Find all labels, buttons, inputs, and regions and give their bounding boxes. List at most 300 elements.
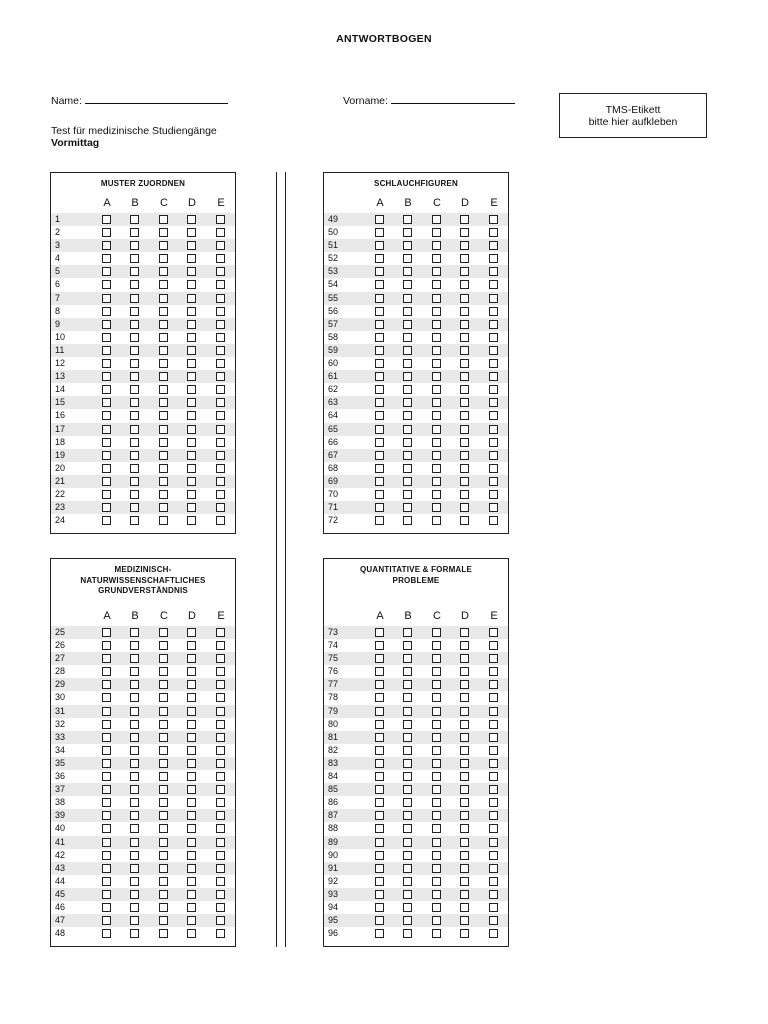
answer-checkbox-c[interactable] [432, 398, 441, 407]
answer-checkbox-a[interactable] [102, 215, 111, 224]
answer-checkbox-d[interactable] [460, 811, 469, 820]
answer-checkbox-e[interactable] [489, 385, 498, 394]
answer-checkbox-e[interactable] [489, 824, 498, 833]
answer-checkbox-b[interactable] [130, 811, 139, 820]
answer-checkbox-d[interactable] [460, 438, 469, 447]
answer-checkbox-c[interactable] [432, 628, 441, 637]
answer-checkbox-d[interactable] [187, 785, 196, 794]
answer-checkbox-a[interactable] [102, 707, 111, 716]
answer-checkbox-c[interactable] [159, 359, 168, 368]
answer-checkbox-d[interactable] [460, 628, 469, 637]
answer-checkbox-e[interactable] [489, 503, 498, 512]
answer-checkbox-d[interactable] [187, 215, 196, 224]
answer-checkbox-b[interactable] [130, 490, 139, 499]
answer-checkbox-a[interactable] [102, 477, 111, 486]
answer-checkbox-e[interactable] [216, 654, 225, 663]
answer-checkbox-d[interactable] [460, 733, 469, 742]
answer-checkbox-a[interactable] [375, 798, 384, 807]
answer-checkbox-d[interactable] [187, 411, 196, 420]
answer-checkbox-a[interactable] [102, 280, 111, 289]
answer-checkbox-e[interactable] [489, 680, 498, 689]
answer-checkbox-e[interactable] [489, 280, 498, 289]
answer-checkbox-b[interactable] [403, 759, 412, 768]
answer-checkbox-e[interactable] [216, 307, 225, 316]
answer-checkbox-d[interactable] [187, 398, 196, 407]
answer-checkbox-a[interactable] [102, 641, 111, 650]
answer-checkbox-e[interactable] [489, 372, 498, 381]
answer-checkbox-e[interactable] [216, 851, 225, 860]
answer-checkbox-b[interactable] [403, 516, 412, 525]
answer-checkbox-b[interactable] [130, 667, 139, 676]
answer-checkbox-c[interactable] [432, 877, 441, 886]
answer-checkbox-d[interactable] [460, 798, 469, 807]
answer-checkbox-d[interactable] [460, 864, 469, 873]
answer-checkbox-d[interactable] [460, 877, 469, 886]
answer-checkbox-e[interactable] [489, 346, 498, 355]
answer-checkbox-c[interactable] [432, 707, 441, 716]
answer-checkbox-c[interactable] [159, 490, 168, 499]
answer-checkbox-d[interactable] [187, 667, 196, 676]
answer-checkbox-b[interactable] [403, 320, 412, 329]
answer-checkbox-c[interactable] [159, 693, 168, 702]
answer-checkbox-d[interactable] [187, 811, 196, 820]
answer-checkbox-e[interactable] [489, 490, 498, 499]
answer-checkbox-e[interactable] [216, 864, 225, 873]
answer-checkbox-a[interactable] [375, 759, 384, 768]
answer-checkbox-b[interactable] [403, 628, 412, 637]
answer-checkbox-d[interactable] [460, 464, 469, 473]
answer-checkbox-d[interactable] [187, 628, 196, 637]
answer-checkbox-c[interactable] [432, 890, 441, 899]
answer-checkbox-b[interactable] [130, 798, 139, 807]
answer-checkbox-b[interactable] [403, 503, 412, 512]
answer-checkbox-d[interactable] [187, 641, 196, 650]
answer-checkbox-d[interactable] [460, 772, 469, 781]
answer-checkbox-c[interactable] [159, 451, 168, 460]
answer-checkbox-d[interactable] [187, 720, 196, 729]
answer-checkbox-b[interactable] [130, 411, 139, 420]
answer-checkbox-d[interactable] [187, 851, 196, 860]
answer-checkbox-b[interactable] [403, 280, 412, 289]
answer-checkbox-e[interactable] [216, 929, 225, 938]
answer-checkbox-d[interactable] [460, 385, 469, 394]
answer-checkbox-c[interactable] [159, 720, 168, 729]
answer-checkbox-c[interactable] [432, 838, 441, 847]
answer-checkbox-c[interactable] [159, 385, 168, 394]
answer-checkbox-d[interactable] [460, 228, 469, 237]
answer-checkbox-c[interactable] [432, 864, 441, 873]
answer-checkbox-a[interactable] [375, 890, 384, 899]
answer-checkbox-b[interactable] [403, 385, 412, 394]
answer-checkbox-d[interactable] [187, 425, 196, 434]
answer-checkbox-c[interactable] [159, 772, 168, 781]
answer-checkbox-b[interactable] [403, 667, 412, 676]
answer-checkbox-d[interactable] [460, 838, 469, 847]
answer-checkbox-c[interactable] [159, 824, 168, 833]
answer-checkbox-a[interactable] [375, 733, 384, 742]
answer-checkbox-c[interactable] [432, 359, 441, 368]
answer-checkbox-a[interactable] [375, 864, 384, 873]
answer-checkbox-e[interactable] [489, 851, 498, 860]
answer-checkbox-d[interactable] [187, 929, 196, 938]
answer-checkbox-a[interactable] [102, 693, 111, 702]
answer-checkbox-e[interactable] [216, 516, 225, 525]
answer-checkbox-e[interactable] [216, 503, 225, 512]
answer-checkbox-d[interactable] [460, 903, 469, 912]
answer-checkbox-c[interactable] [159, 785, 168, 794]
answer-checkbox-a[interactable] [102, 759, 111, 768]
answer-checkbox-a[interactable] [102, 929, 111, 938]
answer-checkbox-c[interactable] [432, 280, 441, 289]
answer-checkbox-e[interactable] [489, 733, 498, 742]
answer-checkbox-b[interactable] [403, 215, 412, 224]
answer-checkbox-a[interactable] [375, 824, 384, 833]
answer-checkbox-a[interactable] [102, 438, 111, 447]
answer-checkbox-e[interactable] [489, 707, 498, 716]
answer-checkbox-b[interactable] [130, 254, 139, 263]
answer-checkbox-d[interactable] [460, 890, 469, 899]
answer-checkbox-c[interactable] [159, 320, 168, 329]
answer-checkbox-d[interactable] [187, 733, 196, 742]
answer-checkbox-b[interactable] [403, 477, 412, 486]
answer-checkbox-a[interactable] [102, 838, 111, 847]
answer-checkbox-b[interactable] [130, 267, 139, 276]
answer-checkbox-e[interactable] [489, 477, 498, 486]
answer-checkbox-e[interactable] [489, 411, 498, 420]
answer-checkbox-c[interactable] [159, 333, 168, 342]
answer-checkbox-d[interactable] [460, 824, 469, 833]
answer-checkbox-d[interactable] [187, 503, 196, 512]
answer-checkbox-d[interactable] [187, 890, 196, 899]
answer-checkbox-b[interactable] [130, 929, 139, 938]
answer-checkbox-d[interactable] [187, 464, 196, 473]
answer-checkbox-a[interactable] [102, 241, 111, 250]
answer-checkbox-c[interactable] [159, 228, 168, 237]
answer-checkbox-a[interactable] [375, 477, 384, 486]
answer-checkbox-c[interactable] [159, 628, 168, 637]
answer-checkbox-e[interactable] [489, 398, 498, 407]
answer-checkbox-c[interactable] [432, 294, 441, 303]
answer-checkbox-e[interactable] [216, 320, 225, 329]
answer-checkbox-a[interactable] [102, 346, 111, 355]
answer-checkbox-e[interactable] [489, 628, 498, 637]
answer-checkbox-d[interactable] [460, 516, 469, 525]
answer-checkbox-a[interactable] [375, 929, 384, 938]
answer-checkbox-a[interactable] [375, 654, 384, 663]
answer-checkbox-c[interactable] [159, 346, 168, 355]
answer-checkbox-b[interactable] [130, 785, 139, 794]
answer-checkbox-b[interactable] [130, 398, 139, 407]
answer-checkbox-c[interactable] [159, 903, 168, 912]
answer-checkbox-a[interactable] [102, 824, 111, 833]
answer-checkbox-a[interactable] [102, 680, 111, 689]
answer-checkbox-c[interactable] [432, 228, 441, 237]
answer-checkbox-e[interactable] [216, 425, 225, 434]
answer-checkbox-d[interactable] [460, 280, 469, 289]
answer-checkbox-d[interactable] [187, 307, 196, 316]
answer-checkbox-d[interactable] [460, 411, 469, 420]
answer-checkbox-d[interactable] [187, 267, 196, 276]
answer-checkbox-e[interactable] [216, 916, 225, 925]
answer-checkbox-e[interactable] [489, 359, 498, 368]
answer-checkbox-e[interactable] [489, 320, 498, 329]
answer-checkbox-a[interactable] [375, 811, 384, 820]
answer-checkbox-c[interactable] [159, 680, 168, 689]
answer-checkbox-c[interactable] [159, 254, 168, 263]
answer-checkbox-b[interactable] [130, 359, 139, 368]
answer-checkbox-d[interactable] [460, 490, 469, 499]
answer-checkbox-a[interactable] [375, 503, 384, 512]
answer-checkbox-e[interactable] [489, 693, 498, 702]
answer-checkbox-e[interactable] [489, 720, 498, 729]
answer-checkbox-d[interactable] [460, 746, 469, 755]
answer-checkbox-b[interactable] [403, 864, 412, 873]
name-field[interactable] [51, 94, 228, 107]
answer-checkbox-e[interactable] [216, 693, 225, 702]
answer-checkbox-b[interactable] [130, 733, 139, 742]
answer-checkbox-e[interactable] [489, 425, 498, 434]
answer-checkbox-d[interactable] [187, 490, 196, 499]
answer-checkbox-e[interactable] [216, 759, 225, 768]
answer-checkbox-c[interactable] [432, 693, 441, 702]
answer-checkbox-a[interactable] [375, 228, 384, 237]
answer-checkbox-b[interactable] [403, 916, 412, 925]
answer-checkbox-a[interactable] [375, 307, 384, 316]
answer-checkbox-c[interactable] [432, 680, 441, 689]
answer-checkbox-c[interactable] [159, 916, 168, 925]
answer-checkbox-b[interactable] [403, 294, 412, 303]
answer-checkbox-a[interactable] [375, 438, 384, 447]
answer-checkbox-a[interactable] [102, 772, 111, 781]
answer-checkbox-d[interactable] [460, 267, 469, 276]
answer-checkbox-d[interactable] [460, 359, 469, 368]
answer-checkbox-b[interactable] [403, 680, 412, 689]
answer-checkbox-d[interactable] [460, 346, 469, 355]
answer-checkbox-c[interactable] [159, 667, 168, 676]
answer-checkbox-b[interactable] [130, 425, 139, 434]
answer-checkbox-a[interactable] [102, 785, 111, 794]
answer-checkbox-c[interactable] [432, 851, 441, 860]
answer-checkbox-b[interactable] [130, 280, 139, 289]
answer-checkbox-a[interactable] [375, 320, 384, 329]
answer-checkbox-b[interactable] [130, 890, 139, 899]
answer-checkbox-b[interactable] [130, 451, 139, 460]
answer-checkbox-e[interactable] [489, 746, 498, 755]
answer-checkbox-c[interactable] [432, 654, 441, 663]
answer-checkbox-b[interactable] [130, 903, 139, 912]
answer-checkbox-d[interactable] [460, 451, 469, 460]
answer-checkbox-d[interactable] [187, 359, 196, 368]
answer-checkbox-e[interactable] [489, 667, 498, 676]
answer-checkbox-e[interactable] [216, 254, 225, 263]
answer-checkbox-a[interactable] [375, 903, 384, 912]
answer-checkbox-d[interactable] [187, 294, 196, 303]
answer-checkbox-b[interactable] [403, 267, 412, 276]
answer-checkbox-d[interactable] [187, 864, 196, 873]
answer-checkbox-a[interactable] [375, 877, 384, 886]
answer-checkbox-e[interactable] [489, 267, 498, 276]
answer-checkbox-b[interactable] [130, 824, 139, 833]
answer-checkbox-b[interactable] [403, 451, 412, 460]
answer-checkbox-b[interactable] [403, 838, 412, 847]
answer-checkbox-e[interactable] [216, 451, 225, 460]
answer-checkbox-e[interactable] [216, 746, 225, 755]
answer-checkbox-b[interactable] [403, 798, 412, 807]
answer-checkbox-d[interactable] [460, 759, 469, 768]
answer-checkbox-e[interactable] [489, 464, 498, 473]
answer-checkbox-d[interactable] [460, 641, 469, 650]
answer-checkbox-d[interactable] [187, 228, 196, 237]
answer-checkbox-b[interactable] [130, 503, 139, 512]
answer-checkbox-c[interactable] [432, 254, 441, 263]
answer-checkbox-b[interactable] [403, 438, 412, 447]
answer-checkbox-a[interactable] [102, 228, 111, 237]
answer-checkbox-b[interactable] [130, 464, 139, 473]
answer-checkbox-e[interactable] [216, 359, 225, 368]
answer-checkbox-a[interactable] [102, 503, 111, 512]
answer-checkbox-d[interactable] [460, 654, 469, 663]
answer-checkbox-b[interactable] [403, 346, 412, 355]
answer-checkbox-d[interactable] [187, 451, 196, 460]
answer-checkbox-b[interactable] [130, 228, 139, 237]
answer-checkbox-b[interactable] [130, 385, 139, 394]
answer-checkbox-d[interactable] [460, 320, 469, 329]
answer-checkbox-b[interactable] [130, 320, 139, 329]
answer-checkbox-d[interactable] [187, 333, 196, 342]
answer-checkbox-e[interactable] [489, 254, 498, 263]
answer-checkbox-c[interactable] [432, 746, 441, 755]
answer-checkbox-d[interactable] [187, 916, 196, 925]
answer-checkbox-c[interactable] [159, 267, 168, 276]
answer-checkbox-b[interactable] [130, 307, 139, 316]
answer-checkbox-c[interactable] [432, 516, 441, 525]
answer-checkbox-d[interactable] [187, 824, 196, 833]
answer-checkbox-e[interactable] [216, 411, 225, 420]
answer-checkbox-a[interactable] [375, 254, 384, 263]
answer-checkbox-a[interactable] [102, 890, 111, 899]
answer-checkbox-d[interactable] [460, 929, 469, 938]
answer-checkbox-b[interactable] [403, 785, 412, 794]
answer-checkbox-b[interactable] [403, 746, 412, 755]
answer-checkbox-e[interactable] [216, 346, 225, 355]
answer-checkbox-a[interactable] [102, 798, 111, 807]
answer-checkbox-b[interactable] [403, 411, 412, 420]
answer-checkbox-b[interactable] [130, 628, 139, 637]
answer-checkbox-d[interactable] [460, 785, 469, 794]
answer-checkbox-c[interactable] [432, 411, 441, 420]
answer-checkbox-b[interactable] [130, 680, 139, 689]
answer-checkbox-d[interactable] [187, 254, 196, 263]
answer-checkbox-d[interactable] [460, 294, 469, 303]
answer-checkbox-a[interactable] [102, 916, 111, 925]
answer-checkbox-c[interactable] [159, 516, 168, 525]
answer-checkbox-d[interactable] [187, 877, 196, 886]
answer-checkbox-e[interactable] [489, 241, 498, 250]
answer-checkbox-a[interactable] [375, 641, 384, 650]
answer-checkbox-e[interactable] [216, 733, 225, 742]
answer-checkbox-a[interactable] [102, 864, 111, 873]
answer-checkbox-a[interactable] [375, 667, 384, 676]
answer-checkbox-c[interactable] [159, 641, 168, 650]
answer-checkbox-b[interactable] [130, 772, 139, 781]
answer-checkbox-b[interactable] [130, 720, 139, 729]
answer-checkbox-a[interactable] [102, 516, 111, 525]
answer-checkbox-e[interactable] [216, 811, 225, 820]
answer-checkbox-e[interactable] [489, 654, 498, 663]
answer-checkbox-c[interactable] [159, 307, 168, 316]
answer-checkbox-b[interactable] [130, 838, 139, 847]
answer-checkbox-b[interactable] [403, 772, 412, 781]
answer-checkbox-a[interactable] [375, 628, 384, 637]
answer-checkbox-d[interactable] [187, 372, 196, 381]
answer-checkbox-b[interactable] [403, 641, 412, 650]
answer-checkbox-c[interactable] [159, 438, 168, 447]
answer-checkbox-a[interactable] [102, 877, 111, 886]
answer-checkbox-b[interactable] [403, 903, 412, 912]
answer-checkbox-a[interactable] [102, 811, 111, 820]
answer-checkbox-a[interactable] [375, 851, 384, 860]
answer-checkbox-e[interactable] [216, 890, 225, 899]
answer-checkbox-c[interactable] [432, 307, 441, 316]
answer-checkbox-a[interactable] [102, 385, 111, 394]
answer-checkbox-b[interactable] [403, 241, 412, 250]
answer-checkbox-a[interactable] [102, 307, 111, 316]
answer-checkbox-b[interactable] [403, 733, 412, 742]
answer-checkbox-b[interactable] [130, 438, 139, 447]
answer-checkbox-d[interactable] [187, 241, 196, 250]
answer-checkbox-b[interactable] [130, 215, 139, 224]
answer-checkbox-e[interactable] [489, 333, 498, 342]
answer-checkbox-d[interactable] [460, 241, 469, 250]
answer-checkbox-d[interactable] [460, 680, 469, 689]
answer-checkbox-c[interactable] [159, 215, 168, 224]
answer-checkbox-a[interactable] [102, 451, 111, 460]
answer-checkbox-c[interactable] [159, 733, 168, 742]
answer-checkbox-a[interactable] [375, 785, 384, 794]
answer-checkbox-a[interactable] [375, 746, 384, 755]
answer-checkbox-c[interactable] [159, 241, 168, 250]
answer-checkbox-e[interactable] [489, 811, 498, 820]
answer-checkbox-c[interactable] [432, 720, 441, 729]
answer-checkbox-e[interactable] [216, 294, 225, 303]
answer-checkbox-a[interactable] [375, 838, 384, 847]
answer-checkbox-c[interactable] [159, 425, 168, 434]
answer-checkbox-b[interactable] [130, 294, 139, 303]
answer-checkbox-a[interactable] [102, 411, 111, 420]
answer-checkbox-a[interactable] [375, 916, 384, 925]
answer-checkbox-b[interactable] [403, 851, 412, 860]
answer-checkbox-a[interactable] [102, 654, 111, 663]
answer-checkbox-a[interactable] [102, 425, 111, 434]
answer-checkbox-d[interactable] [187, 746, 196, 755]
answer-checkbox-b[interactable] [130, 516, 139, 525]
answer-checkbox-b[interactable] [403, 693, 412, 702]
answer-checkbox-a[interactable] [102, 464, 111, 473]
answer-checkbox-e[interactable] [216, 720, 225, 729]
answer-checkbox-e[interactable] [489, 759, 498, 768]
answer-checkbox-c[interactable] [432, 641, 441, 650]
answer-checkbox-b[interactable] [130, 372, 139, 381]
answer-checkbox-e[interactable] [489, 772, 498, 781]
answer-checkbox-a[interactable] [375, 346, 384, 355]
answer-checkbox-b[interactable] [403, 890, 412, 899]
answer-checkbox-e[interactable] [216, 385, 225, 394]
answer-checkbox-e[interactable] [216, 241, 225, 250]
answer-checkbox-c[interactable] [159, 877, 168, 886]
answer-checkbox-e[interactable] [216, 398, 225, 407]
answer-checkbox-a[interactable] [102, 628, 111, 637]
answer-checkbox-e[interactable] [216, 228, 225, 237]
